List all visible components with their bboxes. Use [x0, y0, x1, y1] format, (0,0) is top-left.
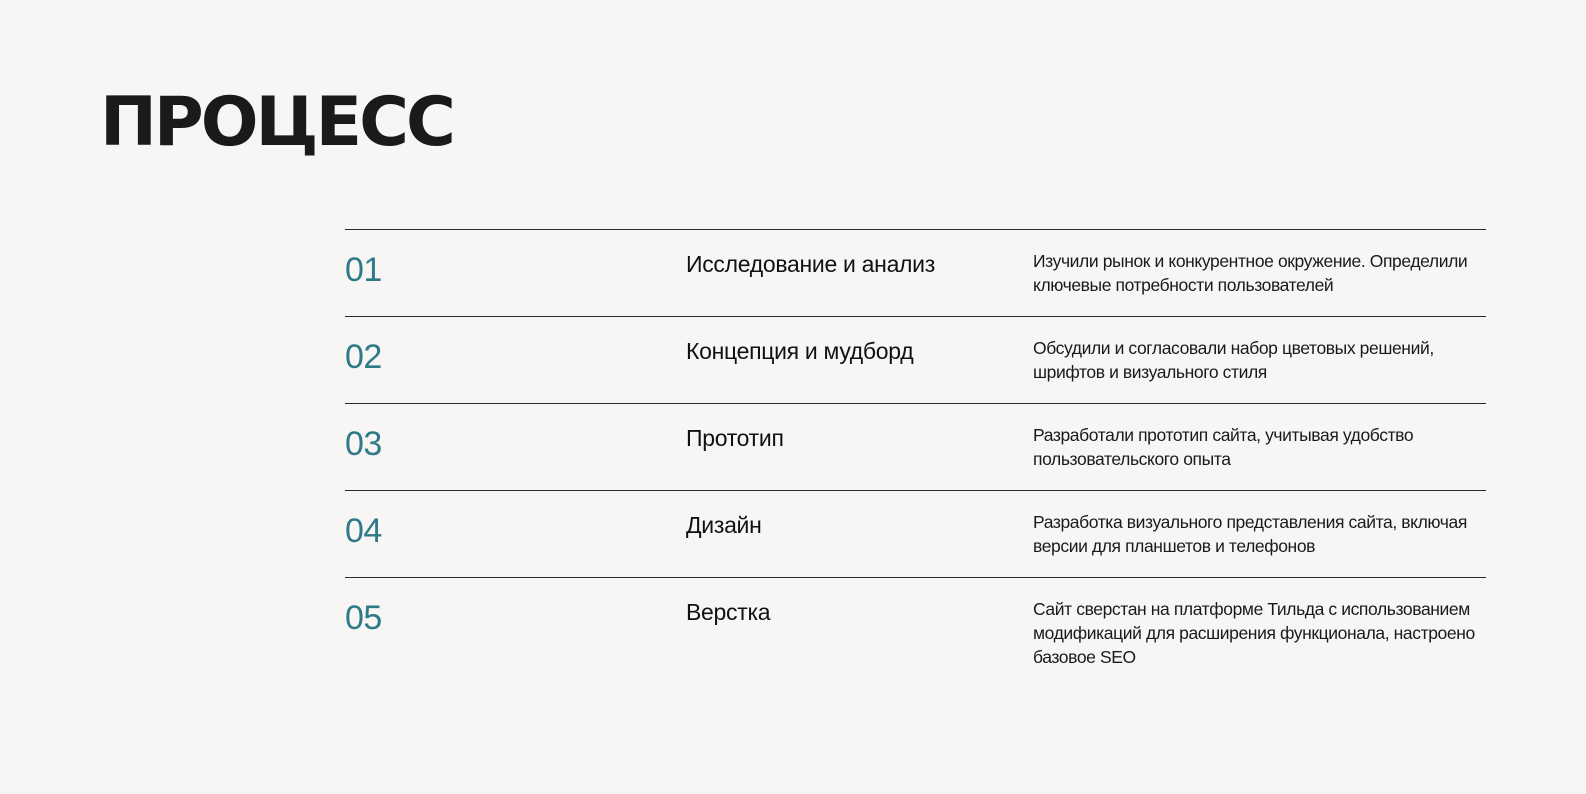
process-step-row [345, 491, 1486, 578]
process-step-row [345, 230, 1486, 317]
step-number: 04 [345, 512, 382, 550]
step-description: Обсудили и согласовали набор цветовых решений, шрифтов и визуального стиля [1033, 338, 1434, 382]
step-description: Разработка визуального представления сайта, включая версии для планшетов и телефонов [1033, 512, 1467, 556]
step-number: 02 [345, 338, 382, 376]
process-list [345, 229, 1486, 678]
process-step-row [345, 317, 1486, 404]
step-title: Дизайн [686, 512, 762, 538]
step-title: Прототип [686, 425, 784, 451]
step-number: 03 [345, 425, 382, 463]
process-step-row [345, 404, 1486, 491]
page-title: ПРОЦЕСС [100, 83, 453, 162]
step-description: Изучили рынок и конкурентное окружение. Определили ключевые потребности пользователей [1033, 251, 1468, 295]
step-title: Концепция и мудборд [686, 338, 914, 364]
step-description: Сайт сверстан на платформе Тильда с использованием модификаций для расширения функционала, настроено базовое SEO [1033, 599, 1475, 667]
step-title: Исследование и анализ [686, 251, 935, 277]
step-number: 01 [345, 251, 382, 289]
step-description: Разработали прототип сайта, учитывая удобство пользовательского опыта [1033, 425, 1414, 469]
process-step-row [345, 578, 1486, 678]
step-title: Верстка [686, 599, 771, 625]
step-number: 05 [345, 599, 382, 637]
